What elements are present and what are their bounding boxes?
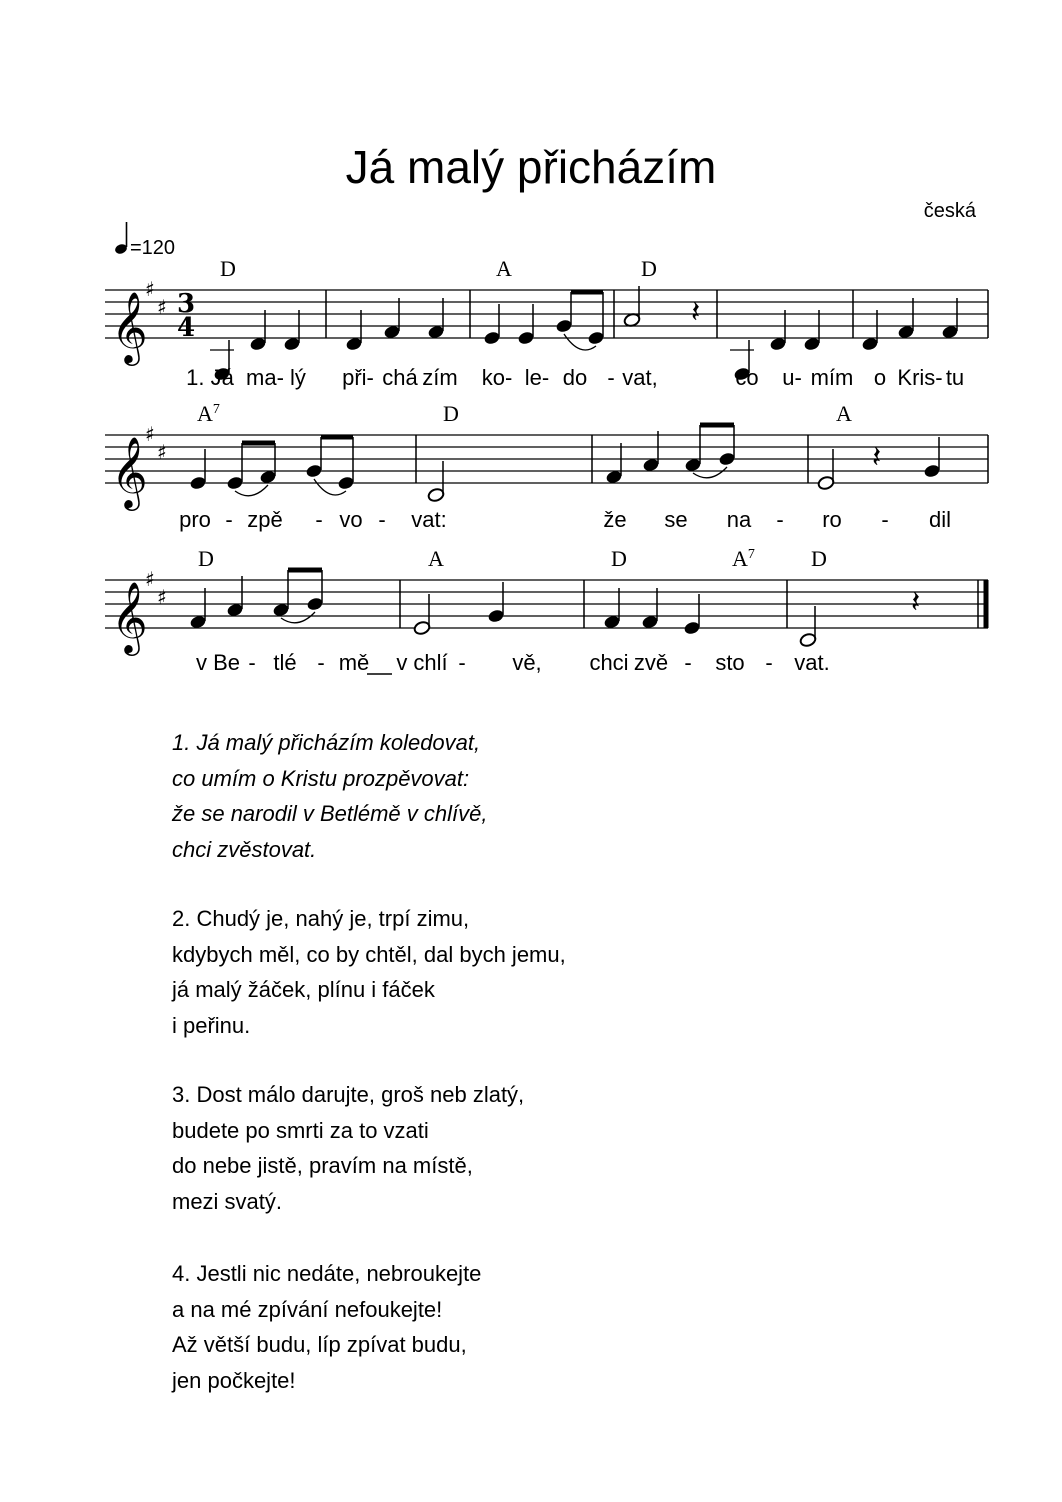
lyric-syllable: zvě bbox=[633, 650, 669, 675]
verse-line: i peřinu. bbox=[172, 1012, 251, 1038]
verse-line: 3. Dost málo darujte, groš neb zlatý, bbox=[172, 1082, 525, 1107]
lyric-syllable: chá bbox=[382, 365, 418, 390]
lyric-syllable: o bbox=[873, 365, 887, 390]
chord-symbol: D bbox=[811, 546, 827, 571]
chord-symbol: A bbox=[496, 256, 512, 281]
lyric-syllable: co bbox=[735, 365, 759, 390]
lyric-syllable: - bbox=[378, 507, 386, 532]
composer-label: česká bbox=[923, 200, 976, 222]
lyric-syllable: 1. Já bbox=[186, 365, 234, 390]
verse-line: mezi svatý. bbox=[172, 1188, 283, 1214]
lyric-syllable: - bbox=[684, 650, 692, 675]
verse-line: co umím o Kristu prozpěvovat: bbox=[172, 765, 470, 791]
lyric-syllable: - bbox=[317, 650, 325, 675]
time-signature-top: 3 bbox=[177, 289, 196, 319]
lyric-syllable: zím bbox=[422, 365, 458, 390]
chord-symbol: D bbox=[198, 546, 214, 571]
lyric-syllable: lý bbox=[290, 365, 306, 390]
lyric-syllable: na bbox=[726, 507, 752, 532]
verse-line: 1. Já malý přicházím koledovat, bbox=[172, 730, 481, 755]
verse-line: já malý žáček, plínu i fáček bbox=[172, 977, 435, 1002]
lyric-syllable: mě bbox=[338, 650, 370, 675]
lyric-syllable: - bbox=[776, 507, 784, 532]
lyric-syllable: pro bbox=[179, 507, 211, 532]
verse-line: chci zvěstovat. bbox=[172, 836, 317, 862]
lyric-syllable: ro bbox=[822, 507, 842, 532]
sharp-icon: ♯ bbox=[145, 567, 155, 591]
tempo-text: =120 bbox=[130, 237, 176, 259]
quarter-rest-icon: 𝄽 bbox=[872, 440, 882, 475]
tempo-marking bbox=[114, 222, 175, 259]
sharp-icon: ♯ bbox=[157, 295, 167, 319]
chord-symbol: A bbox=[836, 401, 852, 426]
lyric-syllable: - bbox=[881, 507, 889, 532]
lyric-syllable: sto bbox=[715, 650, 745, 675]
lyric-syllable: vat: bbox=[411, 507, 447, 532]
lyric-syllable: dil bbox=[928, 507, 952, 532]
lyric-syllable: - bbox=[315, 507, 323, 532]
verse-3 bbox=[172, 1077, 524, 1219]
verse-line: kdybych měl, co by chtěl, dal bych jemu, bbox=[172, 941, 566, 967]
lyric-syllable: - bbox=[765, 650, 773, 675]
lyric-syllable: že bbox=[603, 507, 627, 532]
verse-line: jen počkejte! bbox=[172, 1367, 296, 1393]
treble-clef-icon: 𝄞 bbox=[111, 435, 148, 508]
verse-line: že se narodil v Betlémě v chlívě, bbox=[172, 801, 488, 826]
lyric-syllable: chci bbox=[589, 650, 629, 675]
lyric-syllable: - bbox=[458, 650, 466, 675]
lyric-syllable: - bbox=[248, 650, 256, 675]
lyric-syllable: při- bbox=[342, 365, 374, 390]
sheet-music bbox=[0, 0, 1062, 700]
lyric-syllable: tlé bbox=[273, 650, 297, 675]
verse-4 bbox=[172, 1256, 481, 1398]
lyric-syllable: se bbox=[664, 507, 688, 532]
lyric-syllable: v Be bbox=[195, 650, 241, 675]
lyric-syllable: Kris- bbox=[897, 365, 943, 390]
chord-symbol: D bbox=[220, 256, 236, 281]
verse-line: 4. Jestli nic nedáte, nebroukejte bbox=[172, 1261, 482, 1286]
verse-line: do nebe jistě, pravím na místě, bbox=[172, 1153, 473, 1178]
chord-symbol: D bbox=[611, 546, 627, 571]
chord-symbol: D bbox=[641, 256, 657, 281]
lyric-syllable: mím bbox=[810, 365, 854, 390]
treble-clef-icon: 𝄞 bbox=[111, 580, 148, 653]
slur bbox=[693, 467, 727, 478]
lyric-syllable: u- bbox=[782, 365, 802, 390]
sharp-icon: ♯ bbox=[145, 277, 155, 301]
lyric-syllable: - bbox=[225, 507, 233, 532]
slur bbox=[281, 612, 315, 623]
sharp-icon: ♯ bbox=[145, 422, 155, 446]
verse-1 bbox=[172, 725, 487, 867]
lyric-syllable: le- bbox=[524, 365, 550, 390]
chord-symbol: D bbox=[443, 401, 459, 426]
lyric-syllable: ko- bbox=[481, 365, 513, 390]
chord-symbol: $A^7$ bbox=[732, 546, 755, 571]
lyric-syllable: v chlí bbox=[396, 650, 448, 675]
sharp-icon: ♯ bbox=[157, 440, 167, 464]
chord-symbol: $A^7$ bbox=[197, 401, 220, 426]
time-signature-bottom: 4 bbox=[177, 313, 196, 343]
song-title: Já malý přicházím bbox=[345, 141, 717, 193]
verse-line: budete po smrti za to vzati bbox=[172, 1117, 429, 1143]
treble-clef-icon: 𝄞 bbox=[111, 290, 148, 363]
sharp-icon: ♯ bbox=[157, 585, 167, 609]
quarter-rest-icon: 𝄽 bbox=[911, 585, 921, 620]
quarter-rest-icon: 𝄽 bbox=[691, 295, 701, 330]
lyric-syllable: vě, bbox=[512, 650, 542, 675]
verse-2 bbox=[172, 901, 566, 1043]
lyric-syllable: vat. bbox=[794, 650, 830, 675]
lyric-syllable: do bbox=[562, 365, 588, 390]
slur bbox=[235, 485, 268, 496]
lyric-syllable: ma- bbox=[246, 365, 284, 390]
lyric-syllable: - bbox=[607, 365, 615, 390]
verse-line: Až větší budu, líp zpívat budu, bbox=[172, 1332, 467, 1357]
lyric-syllable: vat, bbox=[622, 365, 658, 390]
lyric-syllable: tu bbox=[945, 365, 965, 390]
verse-line: 2. Chudý je, nahý je, trpí zimu, bbox=[172, 906, 470, 931]
lyric-syllable: zpě bbox=[247, 507, 283, 532]
lyric-syllable: vo bbox=[339, 507, 363, 532]
chord-symbol: A bbox=[428, 546, 444, 571]
verse-line: a na mé zpívání nefoukejte! bbox=[172, 1296, 443, 1322]
